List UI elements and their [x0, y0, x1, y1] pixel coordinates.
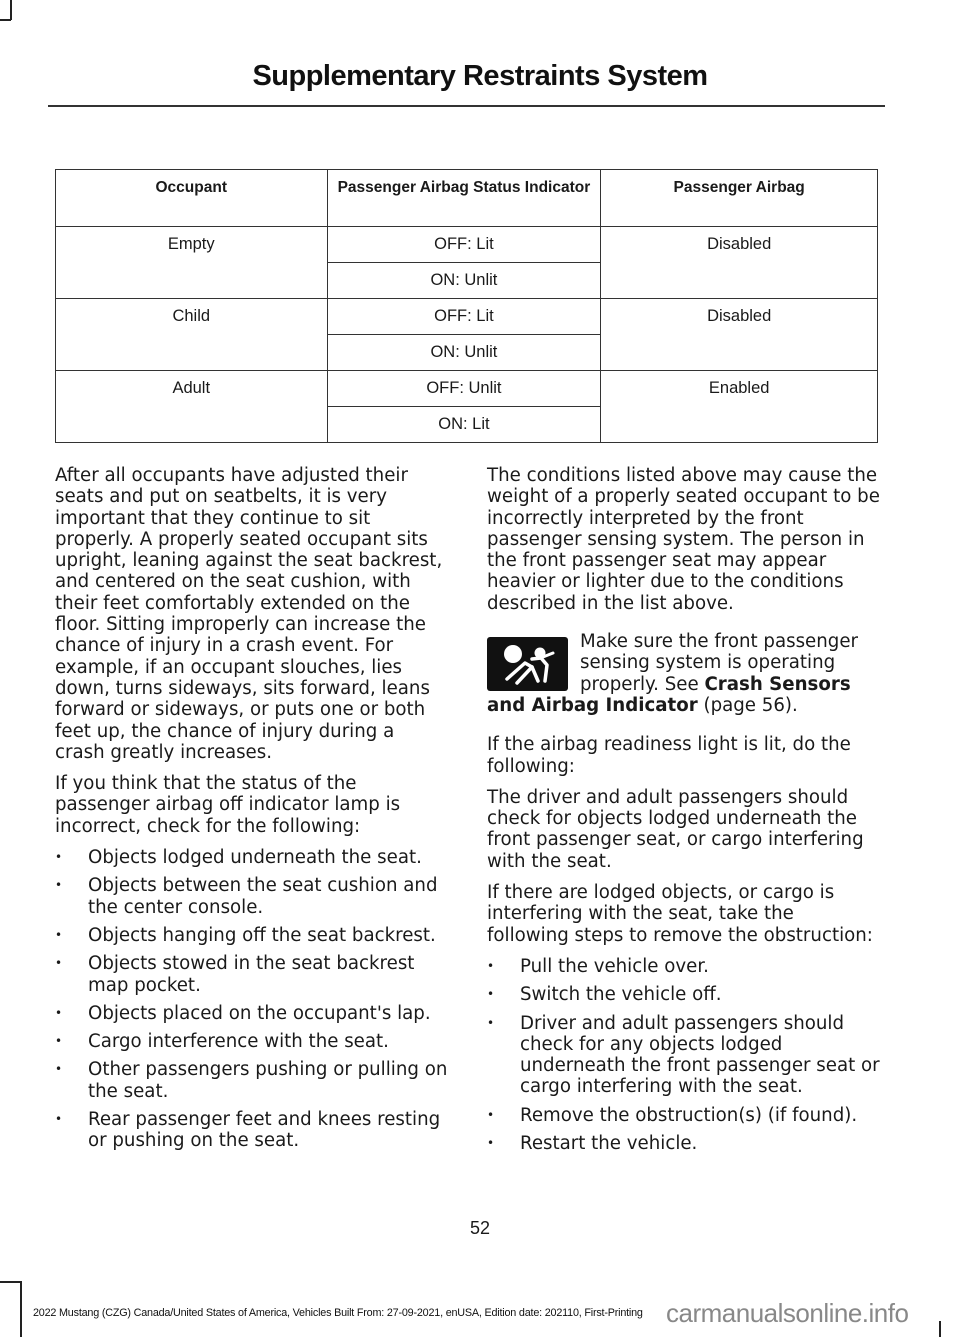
left-column [55, 465, 448, 1159]
table-header-row [56, 170, 878, 227]
cell-occupant: Child [56, 299, 328, 371]
list-item: • Objects lodged underneath the seat. [55, 847, 448, 868]
right-column [487, 465, 880, 1161]
crash-sensors-link[interactable]: Crash Sensors and Airbag Indicator [487, 673, 851, 716]
cell-indicator: OFF: Lit [327, 227, 601, 263]
icon-note [487, 631, 880, 716]
crop-mark-top-left-v [10, 0, 12, 20]
edition-footer: 2022 Mustang (CZG) Canada/United States of America, Vehicles Built From: 27-09-2021, enUSA, Edition date: 202110, First-Printing [33, 1307, 643, 1319]
page-reference: (page 56). [697, 694, 798, 716]
list-item: • Other passengers pushing or pulling on the seat. [55, 1059, 448, 1102]
readiness-paragraph: If the airbag readiness light is lit, do the following: [487, 734, 851, 777]
cell-airbag: Enabled [601, 371, 878, 443]
list-item: • Restart the vehicle. [487, 1133, 880, 1154]
page-number: 52 [469, 1218, 491, 1238]
cell-indicator: OFF: Unlit [327, 371, 601, 407]
check-list [55, 847, 448, 1152]
header-occupant: Occupant [56, 170, 328, 227]
list-item: • Rear passenger feet and knees resting or pushing on the seat. [55, 1109, 448, 1152]
title-divider [48, 105, 885, 107]
table-row [56, 227, 878, 263]
list-item: • Cargo interference with the seat. [55, 1031, 448, 1052]
airbag-status-table [55, 169, 878, 443]
crop-mark-bottom-left-h [0, 1281, 21, 1283]
cell-indicator: ON: Unlit [327, 263, 601, 299]
airbag-warning-icon [487, 637, 568, 691]
crop-mark-top-left-h [0, 19, 11, 21]
obstruction-paragraph: If there are lodged objects, or cargo is interfering with the seat, take the following steps to remove the obstruction: [487, 882, 873, 946]
page-title: Supplementary Restraints System [252, 60, 708, 92]
list-item: • Objects hanging off the seat backrest. [55, 925, 448, 946]
watermark: carmanualsonline.info [666, 1298, 909, 1328]
list-item: • Switch the vehicle off. [487, 984, 880, 1005]
seating-paragraph: After all occupants have adjusted their seats and put on seatbelts, it is very important that they continue to sit properly. A properly seated occupant sits upright, leaning against the seat backrest, and centered on the seat cushion, with their feet comfortably extended on the floor. Sitting improperly can increase the chance of injury in a crash event. For example, if an occupant slouches, lies down, turns sideways, sits forward, leans forward or sideways, or puts one or both feet up, the chance of injury during a crash greatly increases. [55, 465, 443, 763]
driver-check-paragraph: The driver and adult passengers should check for objects lodged underneath the front passenger seat, or cargo interfering with the seat. [487, 786, 864, 872]
cell-occupant: Adult [56, 371, 328, 443]
steps-list [487, 956, 880, 1154]
table-row [56, 299, 878, 335]
crop-mark-bottom-right-v [939, 1321, 941, 1337]
list-item: • Objects stowed in the seat backrest map pocket. [55, 953, 448, 996]
cell-occupant: Empty [56, 227, 328, 299]
icon-note-text: Make sure the front passenger sensing system is operating properly. See [580, 631, 858, 695]
cell-indicator: ON: Lit [327, 407, 601, 443]
cell-indicator: ON: Unlit [327, 335, 601, 371]
cell-airbag: Disabled [601, 299, 878, 371]
list-item: • Objects placed on the occupant's lap. [55, 1003, 448, 1024]
list-item: • Objects between the seat cushion and the center console. [55, 875, 448, 918]
table-row [56, 371, 878, 407]
list-item: • Driver and adult passengers should check for any objects lodged underneath the front passenger seat or cargo interfering with the seat. [487, 1013, 880, 1098]
list-item: • Pull the vehicle over. [487, 956, 880, 977]
check-intro-paragraph: If you think that the status of the passenger airbag off indicator lamp is incorrect, check for the following: [55, 773, 401, 837]
crop-mark-bottom-left-v [20, 1281, 22, 1337]
header-indicator: Passenger Airbag Status Indicator [327, 170, 601, 227]
cell-indicator: OFF: Lit [327, 299, 601, 335]
list-item: • Remove the obstruction(s) (if found). [487, 1105, 880, 1126]
cell-airbag: Disabled [601, 227, 878, 299]
header-airbag: Passenger Airbag [601, 170, 878, 227]
conditions-paragraph: The conditions listed above may cause the weight of a properly seated occupant to be incorrectly interpreted by the front passenger sensing system. The person in the front passenger seat may appear heavier or lighter due to the conditions described in the list above. [487, 465, 880, 614]
